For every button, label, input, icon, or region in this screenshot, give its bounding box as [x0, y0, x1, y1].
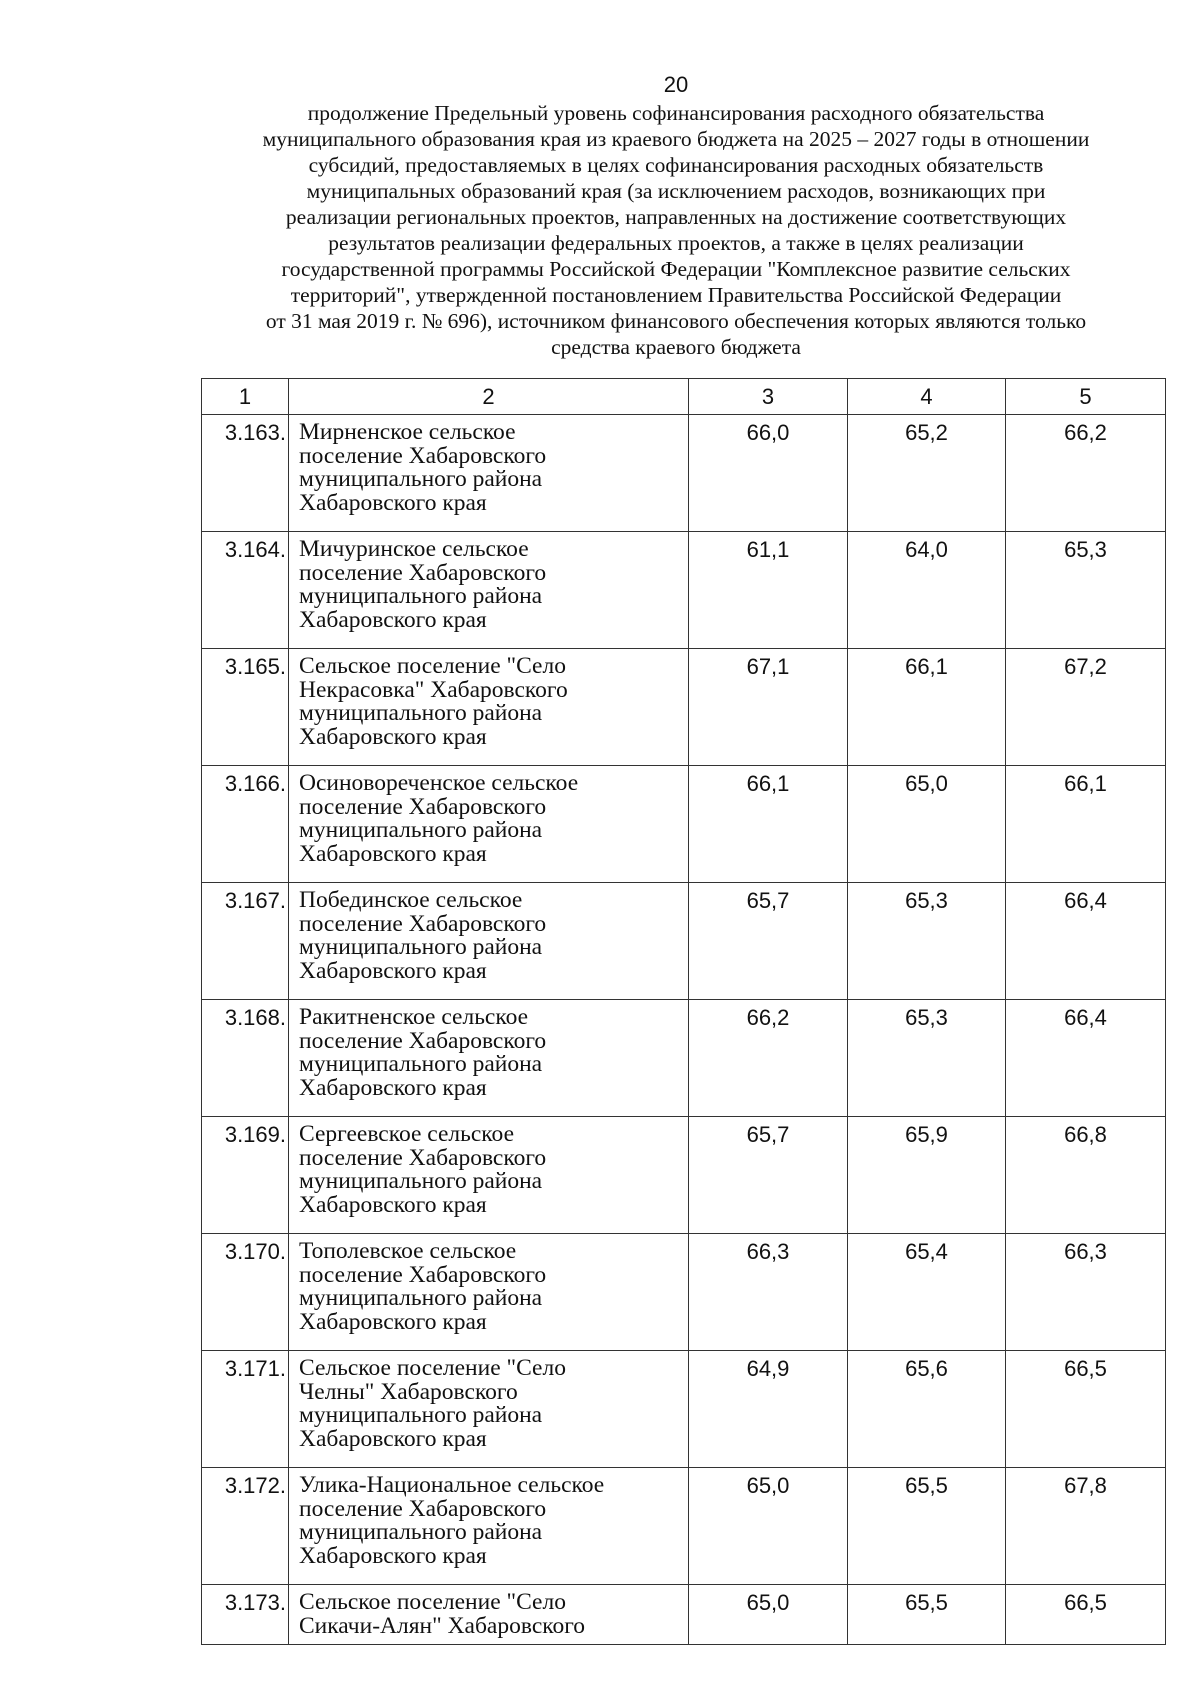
municipality-name: [289, 766, 689, 883]
value-2027: 66,8: [1006, 1117, 1166, 1234]
row-number: 3.171.: [202, 1351, 289, 1468]
value-2025: 64,9: [689, 1351, 848, 1468]
municipality-name-line: муниципального района: [299, 1402, 543, 1428]
table-row: [202, 1351, 1166, 1468]
value-2026: 65,0: [848, 766, 1006, 883]
table-row: [202, 1234, 1166, 1351]
municipality-name: [289, 1000, 689, 1117]
value-2026: 65,3: [848, 1000, 1006, 1117]
value-2027: 66,5: [1006, 1585, 1166, 1645]
municipality-name: [289, 415, 689, 532]
value-2027: 66,1: [1006, 766, 1166, 883]
municipality-name-line: муниципального района: [299, 817, 543, 843]
value-2025: 66,2: [689, 1000, 848, 1117]
value-2026: 65,5: [848, 1468, 1006, 1585]
municipality-name: [289, 1351, 689, 1468]
value-2025: 66,1: [689, 766, 848, 883]
heading-line: средства краевого бюджета: [551, 335, 801, 359]
column-header: 1: [202, 379, 289, 415]
heading-line: результатов реализации федеральных проектов, а также в целях реализации: [328, 231, 1024, 255]
municipality-name: [289, 1117, 689, 1234]
municipality-name-line: поселение Хабаровского: [299, 559, 547, 586]
value-2027: 66,2: [1006, 415, 1166, 532]
row-number: 3.172.: [202, 1468, 289, 1585]
municipality-name-line: Челны" Хабаровского: [299, 1378, 518, 1405]
table-header-row: [202, 379, 1166, 415]
page-number: 20: [663, 72, 689, 97]
value-2027: 65,3: [1006, 532, 1166, 649]
municipality-name-line: Сельское поселение "Село: [299, 1355, 566, 1381]
table-row: [202, 1585, 1166, 1645]
municipality-name-line: муниципального района: [299, 1285, 543, 1311]
municipality-name-line: муниципального района: [299, 1168, 543, 1194]
value-2026: 65,3: [848, 883, 1006, 1000]
municipality-name: [289, 883, 689, 1000]
municipality-name-line: муниципального района: [299, 1051, 543, 1077]
column-header: 4: [848, 379, 1006, 415]
value-2027: 67,8: [1006, 1468, 1166, 1585]
municipality-name-line: Мирненское сельское: [299, 419, 516, 445]
table-row: [202, 883, 1166, 1000]
municipality-name-line: Хабаровского края: [299, 1425, 487, 1452]
value-2025: 67,1: [689, 649, 848, 766]
row-number: 3.173.: [202, 1585, 289, 1645]
document-heading: [200, 100, 1152, 360]
heading-line: реализации региональных проектов, направленных на достижение соответствующих: [285, 205, 1067, 229]
value-2025: 65,7: [689, 1117, 848, 1234]
municipality-name-line: Мичуринское сельское: [299, 536, 529, 562]
value-2027: 66,5: [1006, 1351, 1166, 1468]
heading-line: продолжение Предельный уровень софинансирования расходного обязательства: [307, 101, 1045, 125]
table-row: [202, 1117, 1166, 1234]
municipality-name-line: Хабаровского края: [299, 489, 487, 516]
cofinancing-table: [201, 378, 1166, 1645]
heading-line: муниципального образования края из краевого бюджета на 2025 – 2027 годы в отношении: [262, 127, 1090, 151]
municipality-name: [289, 649, 689, 766]
row-number: 3.169.: [202, 1117, 289, 1234]
value-2026: 65,9: [848, 1117, 1006, 1234]
value-2025: 66,0: [689, 415, 848, 532]
municipality-name-line: поселение Хабаровского: [299, 1144, 547, 1171]
municipality-name: [289, 1468, 689, 1585]
heading-line: от 31 мая 2019 г. № 696), источником финансового обеспечения которых являются только: [265, 309, 1087, 333]
row-number: 3.163.: [202, 415, 289, 532]
municipality-name: [289, 532, 689, 649]
heading-line: муниципальных образований края (за исключением расходов, возникающих при: [306, 179, 1046, 203]
column-header: 2: [289, 379, 689, 415]
municipality-name-line: муниципального района: [299, 583, 543, 609]
value-2026: 65,4: [848, 1234, 1006, 1351]
municipality-name-line: Хабаровского края: [299, 723, 487, 750]
municipality-name-line: Сельское поселение "Село: [299, 1589, 566, 1615]
table-row: [202, 649, 1166, 766]
heading-line: государственной программы Российской Федерации "Комплексное развитие сельских: [281, 257, 1071, 281]
heading-line: территорий", утвержденной постановлением Правительства Российской Федерации: [290, 283, 1062, 307]
municipality-name-line: Хабаровского края: [299, 1542, 487, 1569]
municipality-name-line: поселение Хабаровского: [299, 1495, 547, 1522]
value-2027: 66,3: [1006, 1234, 1166, 1351]
value-2026: 66,1: [848, 649, 1006, 766]
table-row: [202, 766, 1166, 883]
municipality-name-line: Хабаровского края: [299, 1191, 487, 1218]
value-2026: 64,0: [848, 532, 1006, 649]
row-number: 3.164.: [202, 532, 289, 649]
table-body: [202, 415, 1166, 1645]
column-header: 3: [689, 379, 848, 415]
municipality-name-line: Тополевское сельское: [299, 1238, 517, 1264]
value-2025: 65,0: [689, 1585, 848, 1645]
table-row: [202, 532, 1166, 649]
municipality-name-line: муниципального района: [299, 466, 543, 492]
row-number: 3.165.: [202, 649, 289, 766]
municipality-name-line: муниципального района: [299, 934, 543, 960]
heading-line: субсидий, предоставляемых в целях софинансирования расходных обязательств: [308, 153, 1044, 177]
value-2027: 67,2: [1006, 649, 1166, 766]
municipality-name: [289, 1234, 689, 1351]
municipality-name-line: Улика-Национальное сельское: [299, 1472, 605, 1498]
municipality-name-line: Сельское поселение "Село: [299, 653, 566, 679]
municipality-name-line: Осиновореченское сельское: [299, 770, 579, 796]
value-2025: 66,3: [689, 1234, 848, 1351]
municipality-name-line: Некрасовка" Хабаровского: [299, 676, 568, 703]
municipality-name-line: Хабаровского края: [299, 957, 487, 984]
table-row: [202, 415, 1166, 532]
municipality-name-line: Сикачи-Алян" Хабаровского: [299, 1612, 586, 1639]
value-2025: 65,0: [689, 1468, 848, 1585]
column-header: 5: [1006, 379, 1166, 415]
municipality-name-line: Побединское сельское: [299, 887, 523, 913]
municipality-name-line: Сергеевское сельское: [299, 1121, 514, 1147]
municipality-name-line: муниципального района: [299, 1519, 543, 1545]
row-number: 3.170.: [202, 1234, 289, 1351]
municipality-name-line: Хабаровского края: [299, 1074, 487, 1101]
municipality-name-line: поселение Хабаровского: [299, 793, 547, 820]
row-number: 3.167.: [202, 883, 289, 1000]
value-2025: 61,1: [689, 532, 848, 649]
value-2027: 66,4: [1006, 883, 1166, 1000]
municipality-name-line: Ракитненское сельское: [299, 1004, 529, 1030]
municipality-name: [289, 1585, 689, 1645]
value-2026: 65,6: [848, 1351, 1006, 1468]
municipality-name-line: Хабаровского края: [299, 1308, 487, 1335]
municipality-name-line: муниципального района: [299, 700, 543, 726]
municipality-name-line: поселение Хабаровского: [299, 1261, 547, 1288]
municipality-name-line: поселение Хабаровского: [299, 442, 547, 469]
municipality-name-line: Хабаровского края: [299, 840, 487, 867]
value-2026: 65,5: [848, 1585, 1006, 1645]
municipality-name-line: поселение Хабаровского: [299, 910, 547, 937]
municipality-name-line: поселение Хабаровского: [299, 1027, 547, 1054]
municipality-name-line: Хабаровского края: [299, 606, 487, 633]
value-2026: 65,2: [848, 415, 1006, 532]
value-2025: 65,7: [689, 883, 848, 1000]
table-row: [202, 1000, 1166, 1117]
row-number: 3.166.: [202, 766, 289, 883]
row-number: 3.168.: [202, 1000, 289, 1117]
table-row: [202, 1468, 1166, 1585]
value-2027: 66,4: [1006, 1000, 1166, 1117]
